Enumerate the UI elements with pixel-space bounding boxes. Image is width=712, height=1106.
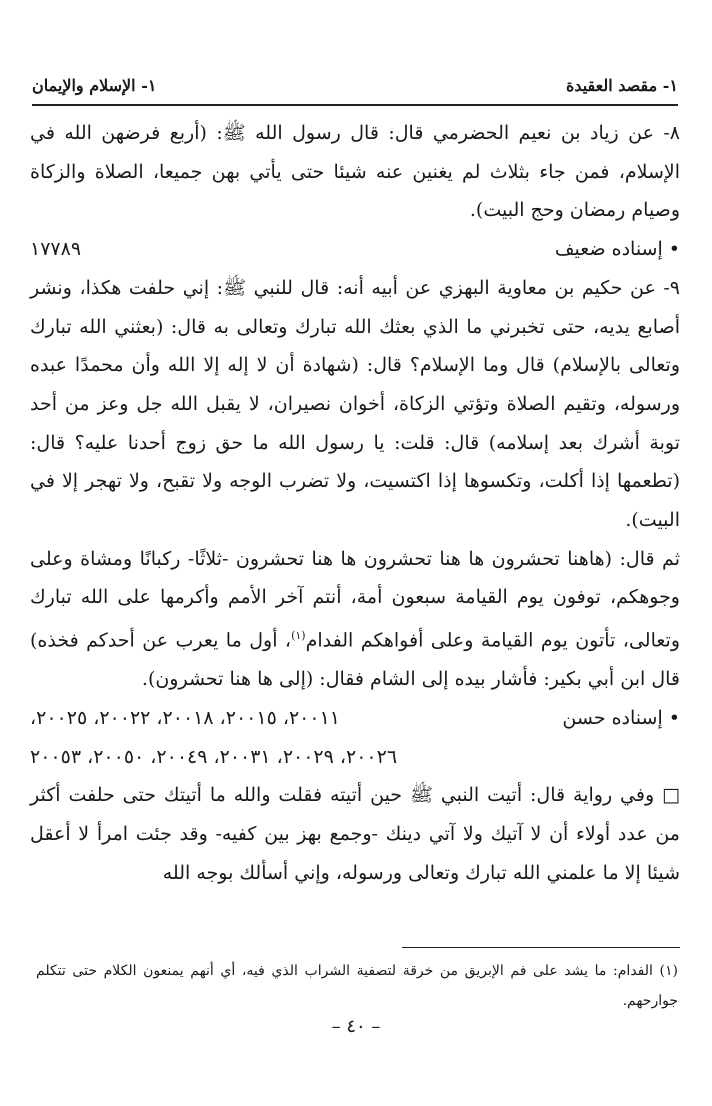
footnote-text: (١) الفدام: ما يشد على فم الإبريق من خرقة لتصفية الشراب الذي فيه، أي أنهم يمنعون الكلام حتى تتكلم جوارحهم. — [36, 963, 678, 1009]
header-chapter: ١- مقصد العقيدة — [565, 75, 678, 95]
running-header — [32, 68, 678, 102]
hadith-9-continued — [30, 540, 680, 699]
hadith-9: ٩- عن حكيم بن معاوية البهزي عن أبيه أنه: قال للنبي ﷺ: إني حلفت هكذا، ونشر أصابع يديه، حتى تخبرني ما الذي بعثك الله تبارك وتعالى به قال: (بعثني الله تبارك وتعالى بالإسلام) قال وما الإسلام؟ قال: (شهادة أن لا إله إلا الله وأن محمدًا عبده ورسوله، وتقيم الصلاة وتؤتي الزكاة، أخوان نصيران، لا يقبل الله جل وعز من أحد توبة أشرك بعد إسلامه) قال: قلت: يا رسول الله ما حق زوج أحدنا عليه؟ قال: (تطعمها إذا أكلت، وتكسوها إذا اكتسيت، ولا تضرب الوجه ولا تقبح، ولا تهجر إلا في البيت). — [30, 276, 680, 532]
header-rule — [32, 104, 678, 106]
isnad-8 — [30, 230, 680, 269]
hadith-8: ٨- عن زياد بن نعيم الحضرمي قال: قال رسول الله ﷺ: (أربع فرضهن الله في الإسلام، فمن جاء بثلاث لم يغنين عنه شيئا حتى يأتي بهن جميعا، الصلاة والزكاة وصيام رمضان وحج البيت). — [30, 122, 680, 222]
footnote — [36, 956, 678, 1016]
page-number: – ٤٠ – — [331, 1016, 381, 1037]
isnad-9 — [30, 699, 680, 738]
footnote-rule — [402, 947, 680, 948]
riwaya-paragraph: □ وفي رواية قال: أتيت النبي ﷺ حين أتيته فقلت والله ما أتيتك حتى حلفت أكثر من عدد أولاء أن لا آتيك ولا آتي دينك -وجمع بهز بين كفيه- وقد جئت امرأ لا أعقل شيئا إلا ما علمني الله تبارك وتعالى ورسوله، وإني أسألك بوجه الله — [30, 784, 680, 884]
hadith-9-part-a: ثم قال: (هاهنا تحشرون ها هنا تحشرون ها هنا تحشرون -ثلاثًا- ركبانًا ومشاة وعلى وجوهكم، توفون يوم القيامة سبعون أمة، أنتم آخر الأمم وأكرمها على الله تبارك وتعالى، تأتون يوم القيامة وعلى أفواهكم الفدام — [30, 547, 680, 652]
main-text — [30, 114, 680, 892]
hadith-9-part-b: ، أول ما يعرب عن أحدكم فخذه) قال ابن أبي بكير: فأشار بيده إلى الشام فقال: (إلى ها هنا تحشرون). — [30, 629, 680, 691]
footnote-ref: (١) — [291, 629, 306, 643]
isnad-8-label: • إسناده ضعيف — [554, 238, 680, 261]
isnad-8-number: ١٧٧٨٩ — [30, 238, 82, 261]
isnad-9-numbers-2: ٢٠٠٢٦، ٢٠٠٢٩، ٢٠٠٣١، ٢٠٠٤٩، ٢٠٠٥٠، ٢٠٠٥٣ — [30, 745, 398, 768]
isnad-9-label: • إسناده حسن — [562, 706, 680, 729]
header-section: ١- الإسلام والإيمان — [32, 75, 157, 95]
isnad-9-numbers-1: ٢٠٠١١، ٢٠٠١٥، ٢٠٠١٨، ٢٠٠٢٢، ٢٠٠٢٥، — [30, 706, 340, 729]
